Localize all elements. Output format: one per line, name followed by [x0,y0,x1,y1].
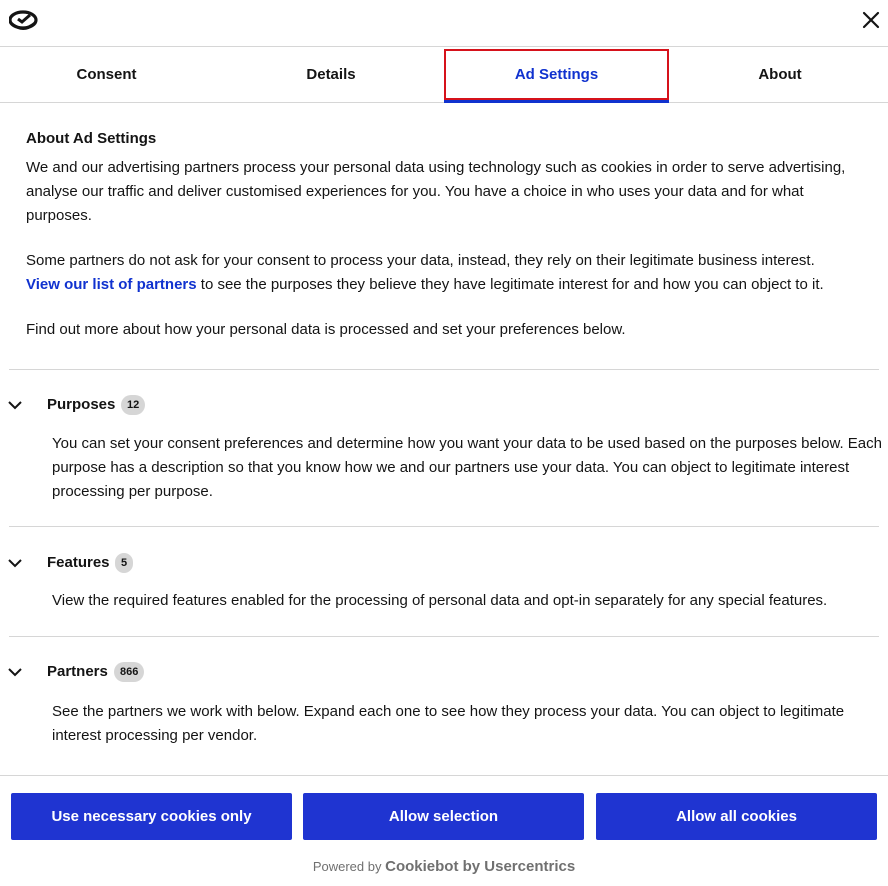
cookiebot-logo [9,8,39,32]
partners-count-badge: 866 [114,662,144,682]
tab-ad-settings[interactable]: Ad Settings [444,49,669,100]
section-features [0,527,888,636]
section-purposes [0,370,888,526]
tab-bar [0,47,888,103]
features-count-badge: 5 [115,553,133,573]
ad-settings-panel [0,104,888,774]
purposes-count-badge: 12 [121,395,145,415]
tab-consent[interactable]: Consent [76,66,137,83]
dialog-header [0,0,888,47]
footer-divider [0,775,888,776]
section-description-partners: See the partners we work with below. Expand each one to see how they process your data. You can object to legitimate interest processing per vendor. [52,703,845,744]
intro-paragraph-2 [26,249,866,297]
section-partners [0,637,888,774]
intro-paragraph-3: Find out more about how your personal data is processed and set your preferences below. [26,321,626,338]
partners-list-link[interactable]: View our list of partners [26,276,197,293]
chevron-down-icon[interactable] [7,557,23,569]
allow-all-cookies-button[interactable]: Allow all cookies [596,793,877,840]
intro-section [26,130,866,342]
allow-selection-button[interactable]: Allow selection [303,793,584,840]
powered-by-label: Powered by [312,859,382,874]
intro-paragraph-2-pre: Some partners do not ask for your consent to process your data, instead, they rely on their legitimate business interest. [26,252,815,269]
close-icon[interactable] [860,9,882,31]
section-title-purposes[interactable]: Purposes [47,396,116,413]
tab-details[interactable]: Details [306,66,356,83]
active-tab-indicator [444,100,669,103]
use-necessary-cookies-button[interactable]: Use necessary cookies only [11,793,292,840]
section-description-purposes: You can set your consent preferences and determine how you want your data to be used based on the purposes below. Each purpose has a description so that you know how we and our partners use your data. You can object to legitimate interest processing per purpose. [52,435,882,500]
intro-paragraph-1: We and our advertising partners process your personal data using technology such as cookies in order to serve advertising, analyse our traffic and deliver customised experiences for you. You have a choice in who uses your data and for what purposes. [26,159,846,224]
section-description-features: View the required features enabled for the processing of personal data and opt-in separately for any special features. [52,592,828,609]
tab-about[interactable]: About [758,66,802,83]
cookiebot-brand-link[interactable]: Cookiebot by Usercentrics [385,858,576,875]
chevron-down-icon[interactable] [7,666,23,678]
intro-heading: About Ad Settings [26,130,157,147]
section-title-partners[interactable]: Partners [47,663,108,680]
chevron-down-icon[interactable] [7,399,23,411]
section-title-features[interactable]: Features [47,554,110,571]
powered-by [0,858,888,875]
intro-paragraph-2-post: to see the purposes they believe they have legitimate interest for and how you can object to it. [200,276,824,293]
